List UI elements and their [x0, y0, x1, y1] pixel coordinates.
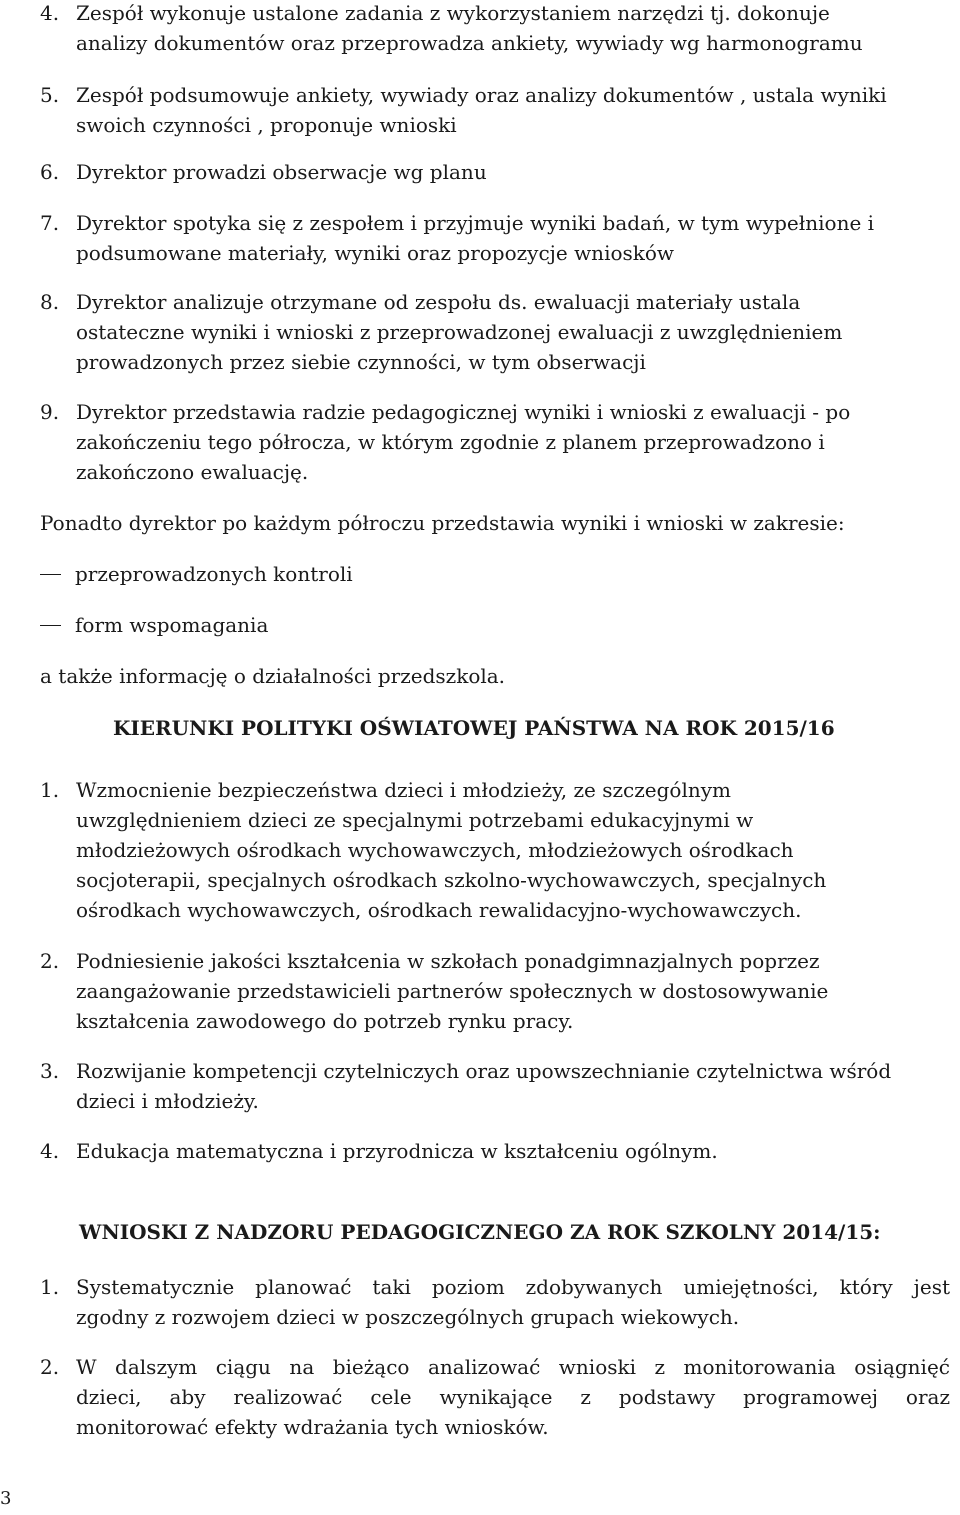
- list-text-line: ośrodkach wychowawczych, ośrodkach rewalidacyjno-wychowawczych.: [76, 898, 802, 922]
- list-item: [40, 0, 950, 58]
- list-text-line: Zespół podsumowuje ankiety, wywiady oraz analizy dokumentów , ustala wyniki: [76, 83, 887, 107]
- list-item: [40, 1136, 950, 1166]
- section-heading-wnioski: WNIOSKI Z NADZORU PEDAGOGICZNEGO ZA ROK SZKOLNY 2014/15:: [79, 1220, 881, 1244]
- list-item: [40, 208, 950, 268]
- page-number: 3: [0, 1488, 12, 1509]
- list-number: 3.: [40, 1059, 60, 1083]
- list-number: 7.: [40, 211, 60, 235]
- list-text-line: Podniesienie jakości kształcenia w szkołach ponadgimnazjalnych poprzez: [76, 949, 820, 973]
- list-text-line: monitorować efekty wdrażania tych wniosków.: [76, 1415, 549, 1439]
- list-number: 4.: [40, 1, 60, 25]
- section-heading-kierunki: KIERUNKI POLITYKI OŚWIATOWEJ PAŃSTWA NA ROK 2015/16: [113, 716, 835, 740]
- list-number: 4.: [40, 1139, 60, 1163]
- list-text-line: podsumowane materiały, wyniki oraz propozycje wniosków: [76, 241, 675, 265]
- dash-bullet-icon: [40, 625, 61, 626]
- list-item: [40, 157, 950, 187]
- list-text-line: Wzmocnienie bezpieczeństwa dzieci i młodzieży, ze szczególnym: [76, 778, 731, 802]
- list-number: 6.: [40, 160, 60, 184]
- list-text-line: ostateczne wyniki i wnioski z przeprowadzonej ewaluacji z uwzględnieniem: [76, 320, 843, 344]
- list-text-line: Dyrektor analizuje otrzymane od zespołu ds. ewaluacji materiały ustala: [76, 290, 801, 314]
- list-text-line: dzieci i młodzieży.: [76, 1089, 259, 1113]
- list-text-line: Dyrektor przedstawia radzie pedagogicznej wyniki i wnioski z ewaluacji - po: [76, 400, 851, 424]
- list-text-line: zgodny z rozwojem dzieci w poszczególnych grupach wiekowych.: [76, 1305, 740, 1329]
- list-text-line: kształcenia zawodowego do potrzeb rynku pracy.: [76, 1009, 574, 1033]
- list-item: [40, 1272, 950, 1332]
- ponadto-paragraph: Ponadto dyrektor po każdym półroczu przedstawia wyniki i wnioski w zakresie:: [40, 511, 845, 535]
- list-text-line: Systematycznie planować taki poziom zdobywanych umiejętności, który jest: [76, 1275, 950, 1299]
- list-text-line: prowadzonych przez siebie czynności, w tym obserwacji: [76, 350, 646, 374]
- dash-item-text: przeprowadzonych kontroli: [75, 562, 353, 586]
- list-text-line: zakończono ewaluację.: [76, 460, 309, 484]
- list-item: [40, 1352, 950, 1442]
- list-item: [40, 287, 950, 377]
- list-text-line: socjoterapii, specjalnych ośrodkach szkolno-wychowawczych, specjalnych: [76, 868, 827, 892]
- list-number: 2.: [40, 949, 60, 973]
- list-text-line: analizy dokumentów oraz przeprowadza ankiety, wywiady wg harmonogramu: [76, 31, 863, 55]
- list-text-line: Zespół wykonuje ustalone zadania z wykorzystaniem narzędzi tj. dokonuje: [76, 1, 830, 25]
- list-text-line: W dalszym ciągu na bieżąco analizować wnioski z monitorowania osiągnięć: [76, 1355, 950, 1379]
- list-item: [40, 946, 950, 1036]
- list-number: 1.: [40, 778, 60, 802]
- list-text-line: swoich czynności , proponuje wnioski: [76, 113, 457, 137]
- list-item: [40, 397, 950, 487]
- list-number: 5.: [40, 83, 60, 107]
- list-text-line: Dyrektor spotyka się z zespołem i przyjmuje wyniki badań, w tym wypełnione i: [76, 211, 875, 235]
- dash-bullet-icon: [40, 574, 61, 575]
- list-text-line: Edukacja matematyczna i przyrodnicza w kształceniu ogólnym.: [76, 1139, 718, 1163]
- list-text-line: młodzieżowych ośrodkach wychowawczych, młodzieżowych ośrodkach: [76, 838, 794, 862]
- list-number: 8.: [40, 290, 60, 314]
- list-text-line: Dyrektor prowadzi obserwacje wg planu: [76, 160, 487, 184]
- list-item: [40, 1056, 950, 1116]
- dash-list-item: [40, 559, 353, 589]
- list-number: 1.: [40, 1275, 60, 1299]
- list-text-line: Rozwijanie kompetencji czytelniczych oraz upowszechnianie czytelnictwa wśród: [76, 1059, 892, 1083]
- dash-list-item: [40, 610, 268, 640]
- also-paragraph: a także informację o działalności przedszkola.: [40, 664, 506, 688]
- list-number: 2.: [40, 1355, 60, 1379]
- list-text-line: uwzględnieniem dzieci ze specjalnymi potrzebami edukacyjnymi w: [76, 808, 754, 832]
- dash-item-text: form wspomagania: [75, 613, 269, 637]
- list-item: [40, 775, 950, 925]
- list-item: [40, 80, 950, 140]
- list-text-line: dzieci, aby realizować cele wynikające z podstawy programowej oraz: [76, 1385, 950, 1409]
- list-number: 9.: [40, 400, 60, 424]
- list-text-line: zaangażowanie przedstawicieli partnerów społecznych w dostosowywanie: [76, 979, 829, 1003]
- list-text-line: zakończeniu tego półrocza, w którym zgodnie z planem przeprowadzono i: [76, 430, 825, 454]
